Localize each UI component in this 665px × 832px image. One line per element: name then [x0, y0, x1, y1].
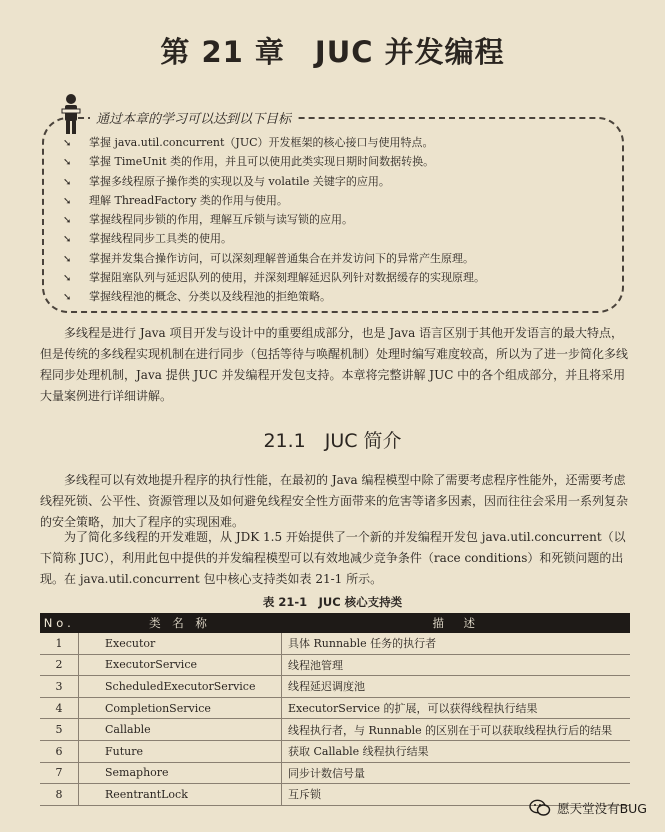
cell-class-name: Executor [79, 633, 282, 654]
cell-no: 1 [40, 633, 79, 654]
table-row [40, 762, 630, 784]
table-row [40, 676, 630, 698]
arrow-bullet-icon: ➘ [63, 215, 72, 227]
arrow-bullet-icon: ➘ [63, 157, 72, 169]
goals-heading: 通过本章的学习可以达到以下目标 [90, 108, 297, 127]
arrow-bullet-icon: ➘ [63, 273, 72, 285]
goals-list [63, 133, 623, 307]
arrow-bullet-icon: ➘ [63, 292, 72, 304]
watermark-text: 愿天堂没有BUG [557, 801, 647, 816]
goal-item: ➘ 掌握线程同步工具类的使用。 [63, 229, 623, 248]
goal-item: ➘ 掌握 TimeUnit 类的作用，并且可以使用此类实现日期时间数据转换。 [63, 152, 623, 171]
header-class-name: 类 名 称 [79, 613, 282, 633]
header-no: No. [40, 613, 79, 633]
cell-no: 3 [40, 676, 79, 698]
cell-description: 具体 Runnable 任务的执行者 [282, 633, 631, 654]
cell-no: 8 [40, 784, 79, 806]
cell-no: 7 [40, 762, 79, 784]
arrow-bullet-icon: ➘ [63, 195, 72, 207]
cell-description: 线程池管理 [282, 654, 631, 676]
table-header-row [40, 613, 630, 633]
table-row [40, 740, 630, 762]
cell-no: 5 [40, 719, 79, 741]
cell-description: 互斥锁 [282, 784, 631, 806]
goal-item: ➘ 掌握多线程原子操作类的实现以及与 volatile 关键字的应用。 [63, 172, 623, 191]
cell-no: 2 [40, 654, 79, 676]
arrow-bullet-icon: ➘ [63, 253, 72, 265]
reader-mascot-icon [58, 92, 84, 136]
section-paragraph-1: 多线程可以有效地提升程序的执行性能，在最初的 Java 编程模型中除了需要考虑程序性能外，还需要考虑线程死锁、公平性、资源管理以及如何避免线程安全性方面带来的危害等诸多因素，因而往往会采用一系列复杂的安全策略，加大了程序的实现困难。 [40, 473, 629, 529]
goal-item: ➘ 掌握线程池的概念、分类以及线程池的拒绝策略。 [63, 287, 623, 306]
cell-no: 4 [40, 697, 79, 719]
cell-class-name: CompletionService [79, 697, 282, 719]
chapter-title: 第 21 章 JUC 并发编程 [160, 35, 505, 69]
section-title: 21.1 JUC 简介 [263, 430, 402, 452]
cell-class-name: Semaphore [79, 762, 282, 784]
header-description: 描 述 [282, 613, 631, 633]
cell-description: 同步计数信号量 [282, 762, 631, 784]
goal-item: ➘ 掌握 java.util.concurrent（JUC）开发框架的核心接口与使用特点。 [63, 133, 623, 152]
goal-item: ➘ 掌握并发集合操作访问，可以深刻理解普通集合在并发访问下的异常产生原理。 [63, 249, 623, 268]
watermark [529, 799, 647, 817]
cell-class-name: ExecutorService [79, 654, 282, 676]
cell-description: 线程延迟调度池 [282, 676, 631, 698]
arrow-bullet-icon: ➘ [63, 234, 72, 246]
arrow-bullet-icon: ➘ [63, 176, 72, 188]
wechat-icon [529, 799, 551, 817]
table-row [40, 654, 630, 676]
cell-class-name: Future [79, 740, 282, 762]
table-row [40, 633, 630, 654]
section-paragraph-2: 为了简化多线程的开发难题，从 JDK 1.5 开始提供了一个新的并发编程开发包 java.util.concurrent（以下简称 JUC），利用此包中提供的并发编程模型可以有效地减少竞争条件（race conditions）和死锁问题的出现。在 java.util.concurrent 包中核心支持类如表 21-1 所示。 [40, 530, 626, 586]
cell-description: 获取 Callable 线程执行结果 [282, 740, 631, 762]
cell-class-name: Callable [79, 719, 282, 741]
goal-item: ➘ 理解 ThreadFactory 类的作用与使用。 [63, 191, 623, 210]
table-row [40, 697, 630, 719]
cell-no: 6 [40, 740, 79, 762]
intro-paragraph: 多线程是进行 Java 项目开发与设计中的重要组成部分，也是 Java 语言区别于其他开发语言的最大特点，但是传统的多线程实现机制在进行同步（包括等待与唤醒机制）处理时编写难度较高，所以为了进一步简化多线程同步处理机制，Java 提供 JUC 并发编程开发包支持。本章将完整讲解 JUC 中的各个组成部分，并且将采用大量案例进行详细讲解。 [40, 326, 629, 403]
cell-description: 线程执行者，与 Runnable 的区别在于可以获取线程执行后的结果 [282, 719, 631, 741]
cell-description: ExecutorService 的扩展，可以获得线程执行结果 [282, 697, 631, 719]
goal-item: ➘ 掌握阻塞队列与延迟队列的使用，并深刻理解延迟队列针对数据缓存的实现原理。 [63, 268, 623, 287]
table-row [40, 719, 630, 741]
cell-class-name: ReentrantLock [79, 784, 282, 806]
cell-class-name: ScheduledExecutorService [79, 676, 282, 698]
arrow-bullet-icon: ➘ [63, 138, 72, 149]
juc-classes-table [40, 613, 630, 806]
goal-item: ➘ 掌握线程同步锁的作用，理解互斥锁与读写锁的应用。 [63, 210, 623, 229]
table-caption: 表 21-1 JUC 核心支持类 [262, 595, 403, 609]
